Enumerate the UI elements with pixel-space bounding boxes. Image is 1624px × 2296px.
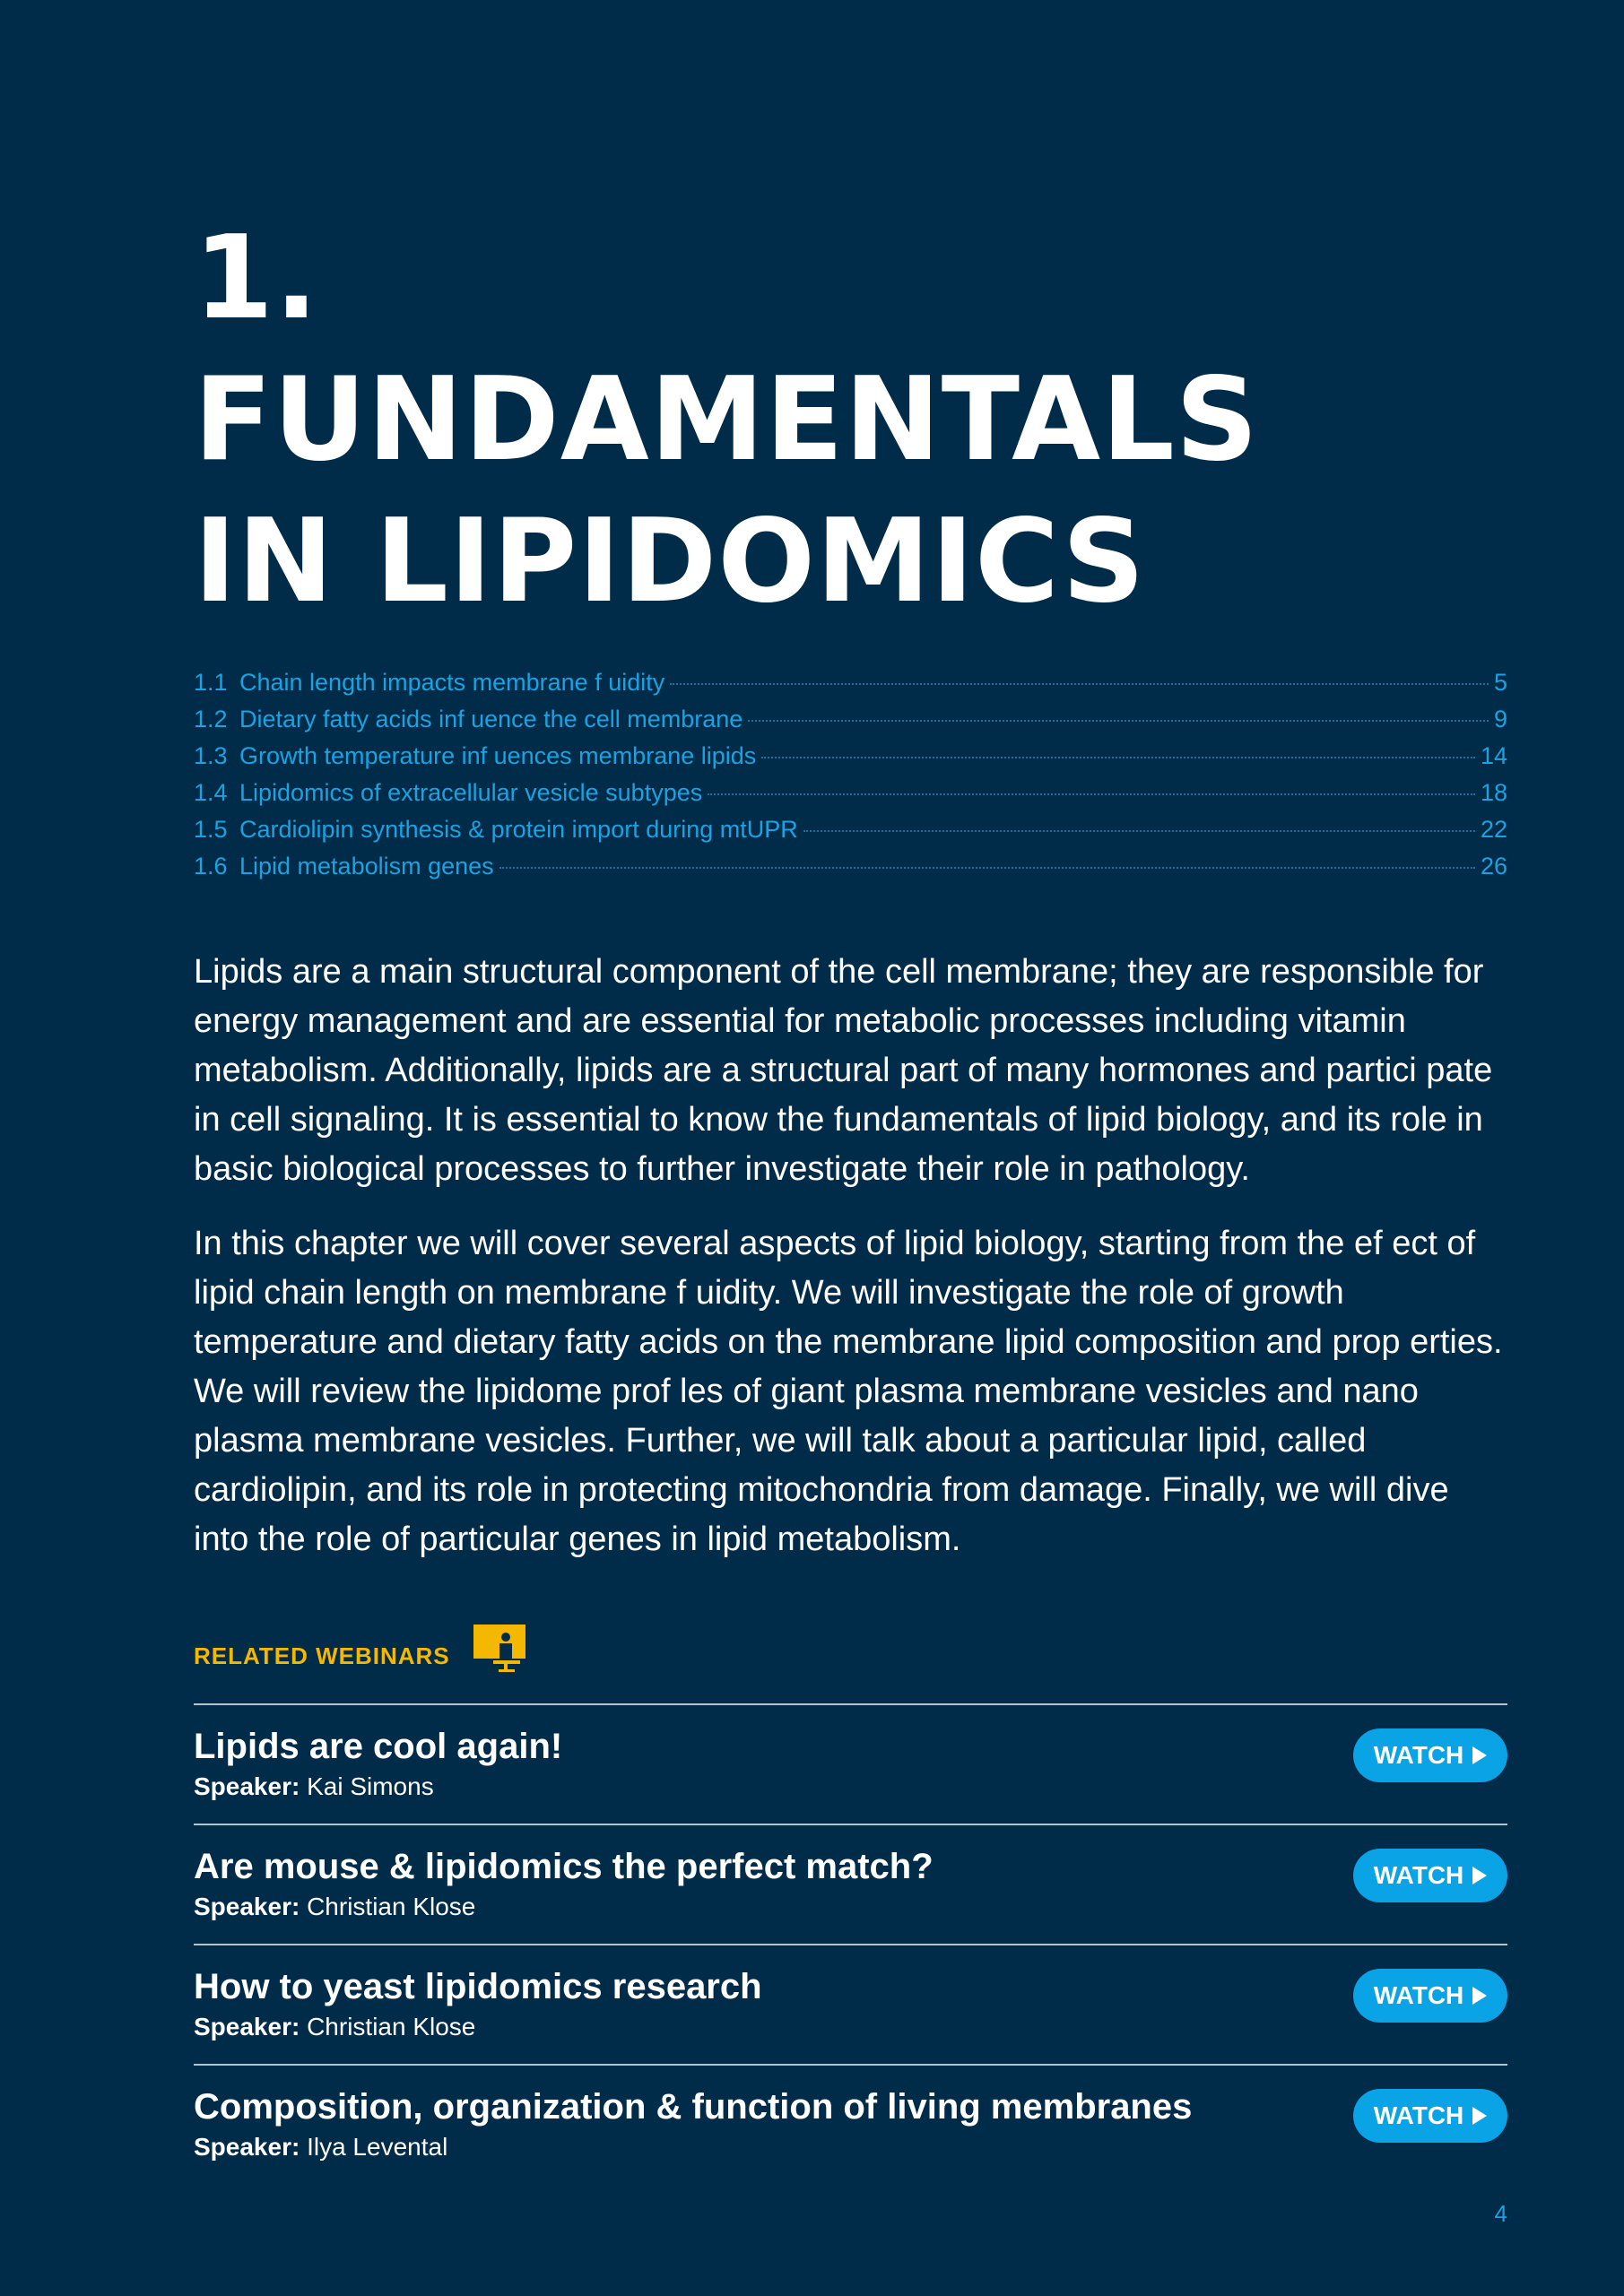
watch-button[interactable]: [1353, 1969, 1507, 2023]
webinar-speaker: [194, 2012, 475, 2042]
webinar-item: [194, 2064, 1507, 2184]
toc-number: 1.4: [194, 779, 228, 806]
intro-paragraph: In this chapter we will cover several aspects of lipid biology, starting from the ef ect of lipid chain length on membrane f uidity. We will investigate the role of growth temperature and dietary fatty acids on the membrane lipid composition and prop erties. We will review the lipidome prof les of giant plasma membrane vesicles and nano plasma membrane vesicles. Further, we will talk about a particular lipid, called cardiolipin, and its role in protecting mitochondria from damage. Finally, we will dive into the role of particular genes in lipid metabolism.: [194, 1225, 1503, 1558]
toc-number: 1.3: [194, 742, 228, 769]
toc-page: 26: [1480, 853, 1507, 879]
speaker-name: Kai Simons: [307, 1772, 434, 1800]
webinar-list: [194, 1703, 1507, 2184]
page-number: 4: [1494, 2200, 1507, 2227]
chapter-number: 1.: [194, 212, 319, 345]
speaker-label: Speaker:: [194, 2013, 300, 2040]
toc-item[interactable]: [194, 706, 1507, 742]
toc-item[interactable]: [194, 742, 1507, 779]
watch-label: WATCH: [1373, 1981, 1464, 2009]
toc-page: 5: [1493, 669, 1507, 696]
toc-page: 22: [1480, 816, 1507, 843]
toc-leader: [708, 793, 1475, 795]
toc-label: Lipid metabolism genes: [239, 853, 494, 879]
play-icon: [1472, 1746, 1487, 1764]
watch-button[interactable]: [1353, 1849, 1507, 1902]
toc-page: 18: [1480, 779, 1507, 806]
toc-label: Chain length impacts membrane f uidity: [239, 669, 665, 696]
toc-page: 14: [1480, 742, 1507, 769]
webinar-speaker: [194, 2132, 447, 2162]
toc-leader: [803, 830, 1475, 832]
speaker-name: Ilya Levental: [307, 2133, 448, 2161]
toc-item[interactable]: [194, 853, 1507, 889]
toc-number: 1.2: [194, 706, 228, 732]
speaker-label: Speaker:: [194, 2133, 300, 2161]
watch-label: WATCH: [1373, 1861, 1464, 1889]
toc-leader: [761, 757, 1475, 758]
watch-button[interactable]: [1353, 1728, 1507, 1782]
webinar-speaker: [194, 1772, 434, 1802]
toc-leader: [748, 720, 1489, 722]
speaker-name: Christian Klose: [307, 2013, 476, 2040]
intro-paragraph: Lipids are a main structural component of the cell membrane; they are responsible for energy management and are essential for metabolic processes including vitamin metabolism. Additionally, lipids are a structural part of many hormones and partici pate in cell signaling. It is essential to know the fundamentals of lipid biology, and its role in basic biological processes to further investigate their role in pathology.: [194, 953, 1493, 1188]
watch-label: WATCH: [1373, 1741, 1464, 1769]
toc-label: Cardiolipin synthesis & protein import during mtUPR: [239, 816, 798, 843]
speaker-label: Speaker:: [194, 1772, 300, 1800]
webinar-title: How to yeast lipidomics research: [194, 1967, 762, 2006]
toc-item[interactable]: [194, 779, 1507, 816]
table-of-contents: [194, 669, 1507, 889]
webinar-item: [194, 1944, 1507, 2064]
speaker-name: Christian Klose: [307, 1893, 476, 1920]
intro-text: [194, 948, 1507, 1590]
watch-label: WATCH: [1373, 2101, 1464, 2129]
webinar-title: Composition, organization & function of living membranes: [194, 2087, 1193, 2127]
related-webinars-label: RELATED WEBINARS: [194, 1642, 450, 1669]
toc-number: 1.1: [194, 669, 228, 696]
toc-leader: [670, 683, 1489, 685]
webinar-speaker: [194, 1892, 475, 1922]
toc-number: 1.6: [194, 853, 228, 879]
toc-label: Lipidomics of extracellular vesicle subtypes: [239, 779, 703, 806]
speaker-label: Speaker:: [194, 1893, 300, 1920]
presenter-screen-icon: [472, 1625, 527, 1673]
play-icon: [1472, 1867, 1487, 1884]
webinar-item: [194, 1703, 1507, 1824]
webinar-title: Are mouse & lipidomics the perfect match?: [194, 1847, 934, 1886]
chapter-title: [194, 208, 1259, 633]
play-icon: [1472, 2107, 1487, 2125]
watch-button[interactable]: [1353, 2089, 1507, 2143]
webinar-title: Lipids are cool again!: [194, 1727, 563, 1766]
toc-number: 1.5: [194, 816, 228, 843]
webinar-item: [194, 1824, 1507, 1944]
toc-label: Growth temperature inf uences membrane lipids: [239, 742, 757, 769]
toc-item[interactable]: [194, 669, 1507, 706]
toc-item[interactable]: [194, 816, 1507, 853]
chapter-title-line-2: IN LIPIDOMICS: [194, 495, 1146, 628]
related-webinars-header: [194, 1625, 527, 1673]
toc-page: 9: [1493, 706, 1507, 732]
toc-leader: [499, 867, 1475, 869]
play-icon: [1472, 1987, 1487, 2005]
chapter-title-line-1: FUNDAMENTALS: [194, 353, 1259, 487]
toc-label: Dietary fatty acids inf uence the cell membrane: [239, 706, 743, 732]
